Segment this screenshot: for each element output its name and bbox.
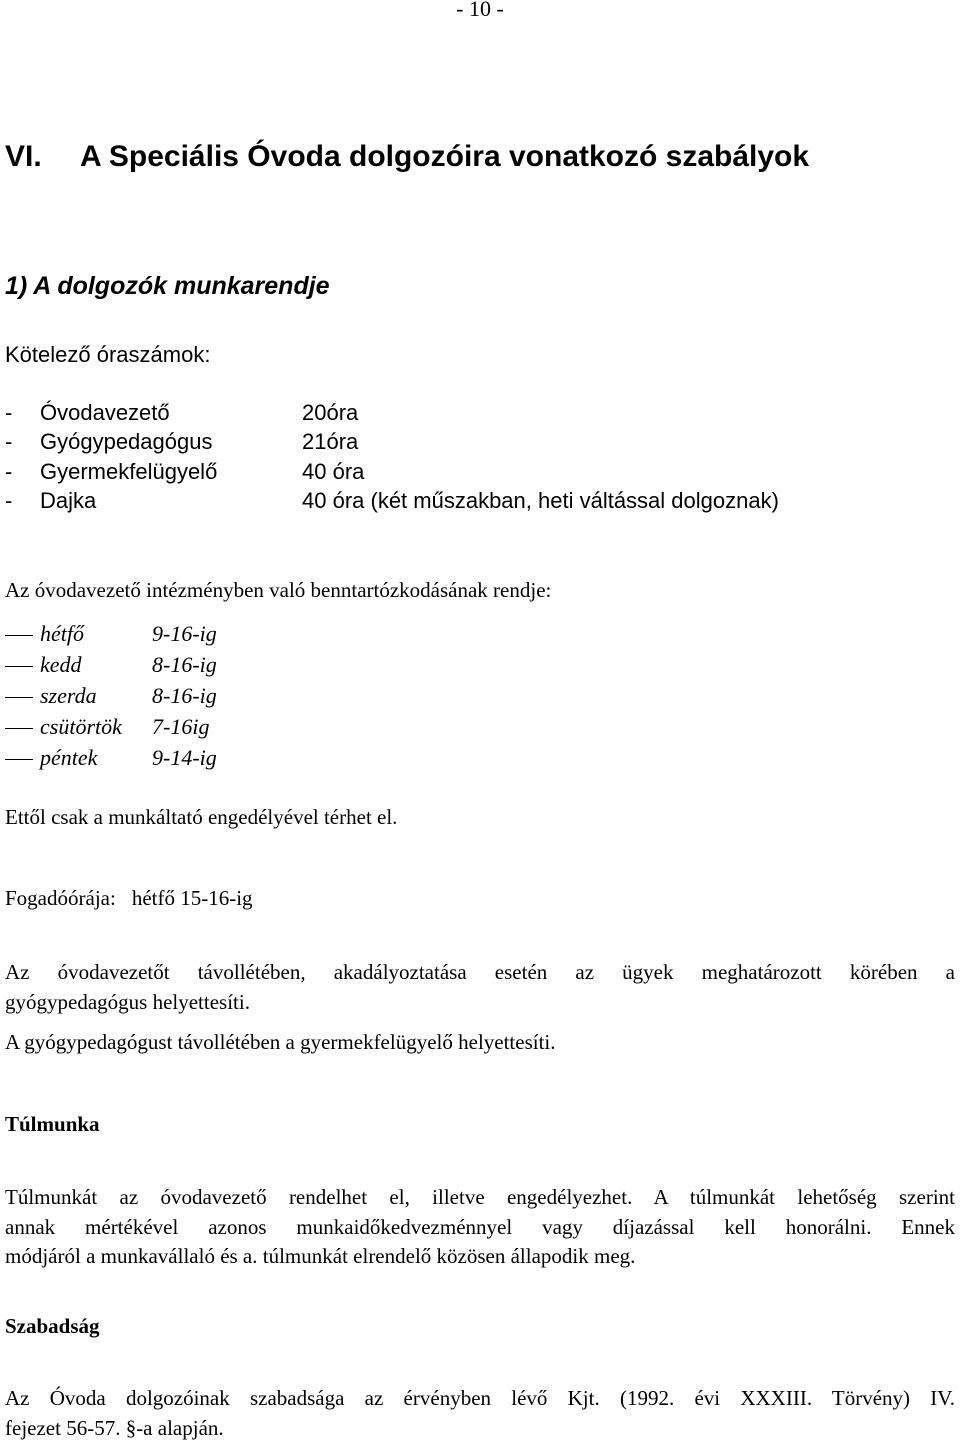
paragraph-line: Az óvodavezetőt távollétében, akadályoztatása esetén az ügyek meghatározott körében a bbox=[5, 960, 955, 984]
list-dash: - bbox=[5, 429, 13, 454]
page-number: - 10 - bbox=[456, 0, 504, 21]
schedule-time: 8-16-ig bbox=[152, 683, 217, 708]
list-dash: - bbox=[5, 459, 13, 484]
list-dash bbox=[5, 697, 33, 698]
section-title: 1) A dolgozók munkarendje bbox=[5, 272, 330, 300]
hours-value: 40 óra (két műszakban, heti váltással dolgoznak) bbox=[302, 488, 779, 513]
leave-paragraph bbox=[5, 1384, 955, 1443]
list-dash bbox=[5, 635, 33, 636]
list-dash: - bbox=[5, 400, 13, 425]
schedule-day: péntek bbox=[40, 745, 98, 770]
schedule-time: 9-16-ig bbox=[152, 621, 217, 646]
hours-role: Dajka bbox=[40, 488, 97, 513]
chapter-title: A Speciális Óvoda dolgozóira vonatkozó szabályok bbox=[80, 140, 810, 173]
schedule-day: csütörtök bbox=[40, 714, 122, 739]
hours-role: Gyermekfelügyelő bbox=[40, 459, 218, 484]
list-dash bbox=[5, 759, 33, 760]
substitute-paragraph bbox=[5, 958, 955, 1017]
schedule-day: szerda bbox=[40, 683, 97, 708]
chapter-number: VI. bbox=[5, 140, 42, 173]
hours-role: Gyógypedagógus bbox=[40, 429, 213, 454]
paragraph-line: módjáról a munkavállaló és a. túlmunkát elrendelő közösen állapodik meg. bbox=[5, 1244, 636, 1268]
substitute-paragraph-2: A gyógypedagógust távollétében a gyermekfelügyelő helyettesíti. bbox=[5, 1030, 556, 1054]
hours-heading: Kötelező óraszámok: bbox=[5, 342, 211, 367]
hours-value: 20óra bbox=[302, 400, 359, 425]
schedule-time: 7-16ig bbox=[152, 714, 210, 739]
hours-value: 21óra bbox=[302, 429, 359, 454]
list-dash bbox=[5, 728, 33, 729]
hours-value: 40 óra bbox=[302, 459, 365, 484]
office-hours bbox=[5, 886, 253, 911]
paragraph-line: gyógypedagógus helyettesíti. bbox=[5, 989, 250, 1014]
hours-role: Óvodavezető bbox=[40, 400, 170, 425]
leave-heading: Szabadság bbox=[5, 1314, 100, 1338]
list-dash bbox=[5, 666, 33, 667]
schedule-day: kedd bbox=[40, 652, 82, 677]
paragraph-line: annak mértékével azonos munkaidőkedvezménnyel vagy díjazással kell honorálni. Ennek bbox=[5, 1214, 955, 1239]
deviation-note: Ettől csak a munkáltató engedélyével térhet el. bbox=[5, 805, 398, 829]
paragraph-line: Túlmunkát az óvodavezető rendelhet el, illetve engedélyezhet. A túlmunkát lehetőség szerint bbox=[5, 1185, 955, 1209]
paragraph-line: fejezet 56-57. §-a alapján. bbox=[5, 1415, 224, 1440]
schedule-time: 8-16-ig bbox=[152, 652, 217, 677]
presence-heading: Az óvodavezető intézményben való benntartózkodásának rendje: bbox=[5, 578, 552, 602]
office-hours-value: hétfő 15-16-ig bbox=[131, 886, 253, 910]
schedule-day: hétfő bbox=[40, 621, 84, 646]
list-dash: - bbox=[5, 488, 13, 513]
office-hours-label: Fogadóórája: bbox=[5, 886, 116, 910]
overtime-heading: Túlmunka bbox=[5, 1112, 100, 1136]
paragraph-line: Az Óvoda dolgozóinak szabadsága az érvényben lévő Kjt. (1992. évi XXXIII. Törvény) IV. bbox=[5, 1386, 955, 1410]
overtime-paragraph bbox=[5, 1183, 955, 1272]
schedule-time: 9-14-ig bbox=[152, 745, 217, 770]
